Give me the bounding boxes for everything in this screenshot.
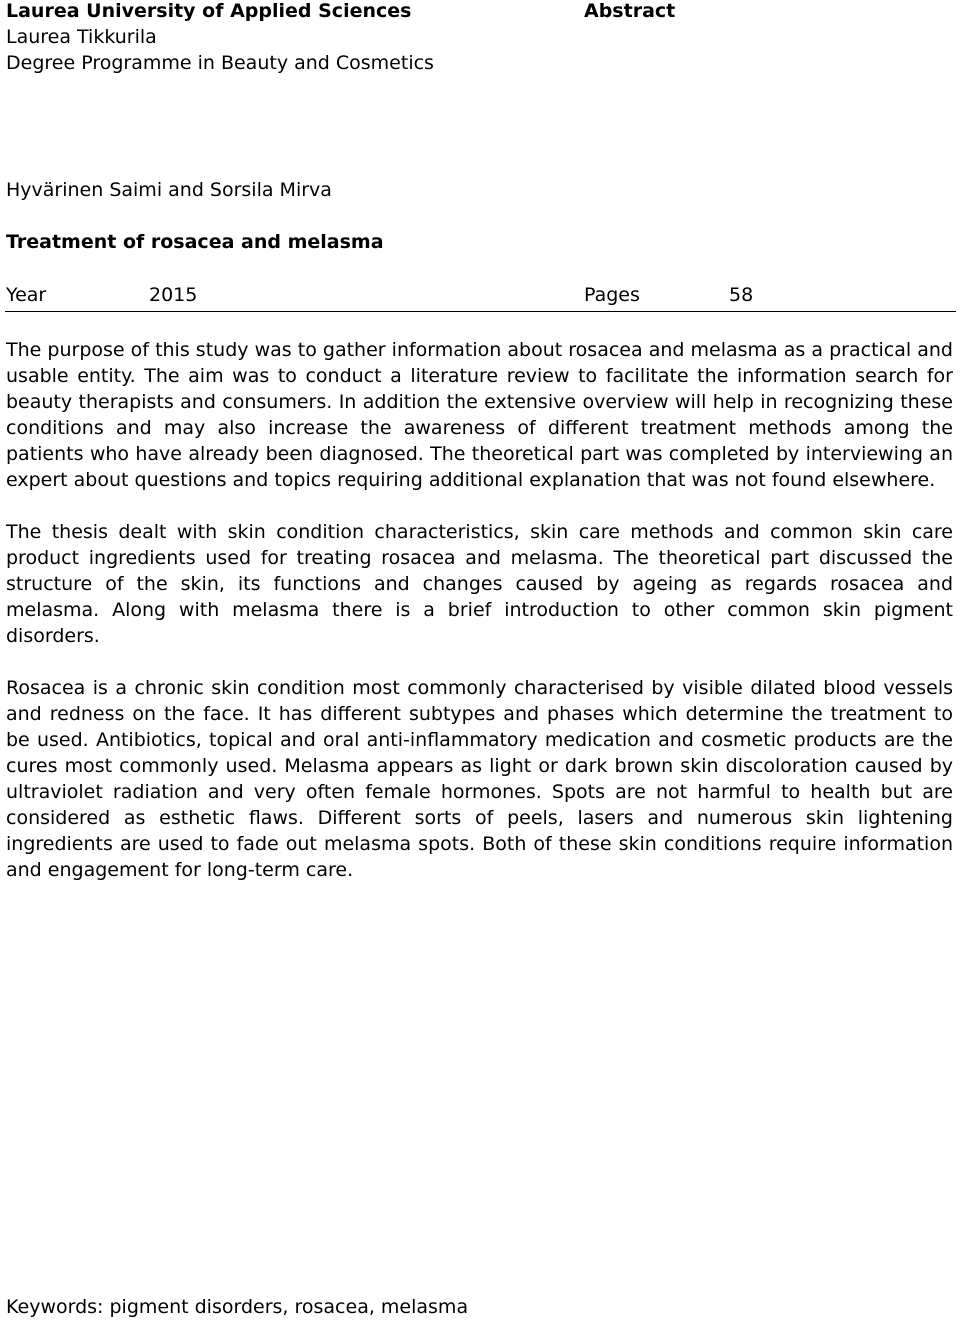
- year-value: 2015: [149, 284, 198, 306]
- divider-line: [5, 311, 956, 312]
- header-left: [6, 0, 434, 76]
- abstract-paragraph: The thesis dealt with skin condition characteristics, skin care methods and common skin care product ingredients used for treating rosacea and melasma. The theoretical part discussed the structure of the skin, its functions and changes caused by ageing as regards rosacea and melasma. Along with melasma there is a brief introduction to other common skin pigment disorders.: [6, 521, 953, 647]
- year-label: Year: [6, 284, 47, 306]
- programme-name: Degree Programme in Beauty and Cosmetics: [6, 52, 434, 74]
- authors: Hyvärinen Saimi and Sorsila Mirva: [6, 179, 332, 201]
- pages-label: Pages: [584, 284, 640, 306]
- pages-value: 58: [729, 284, 754, 306]
- meta-row: [6, 282, 956, 310]
- institution-name: Laurea University of Applied Sciences: [6, 0, 412, 22]
- thesis-title: Treatment of rosacea and melasma: [6, 231, 384, 253]
- abstract-paragraph: Rosacea is a chronic skin condition most commonly characterised by visible dilated blood vessels and redness on the face. It has different subtypes and phases which determine the treatment to be used. Antibiotics, topical and oral anti-inflammatory medication and cosmetic products are the cures most commonly used. Melasma appears as light or dark brown skin discoloration caused by ultraviolet radiation and very often female hormones. Spots are not harmful to health but are considered as esthetic flaws. Different sorts of peels, lasers and numerous skin lightening ingredients are used to fade out melasma spots. Both of these skin conditions require information and engagement for long-term care.: [6, 677, 953, 881]
- document-type: Abstract: [584, 0, 676, 22]
- campus-name: Laurea Tikkurila: [6, 26, 157, 48]
- abstract-body: [6, 337, 953, 909]
- abstract-paragraph: The purpose of this study was to gather information about rosacea and melasma as a practical and usable entity. The aim was to conduct a literature review to facilitate the information search for beauty therapists and consumers. In addition the extensive overview will help in recognizing these conditions and may also increase the awareness of different treatment methods among the patients who have already been diagnosed. The theoretical part was completed by interviewing an expert about questions and topics requiring additional explanation that was not found elsewhere.: [6, 339, 953, 491]
- keywords: Keywords: pigment disorders, rosacea, melasma: [6, 1296, 469, 1318]
